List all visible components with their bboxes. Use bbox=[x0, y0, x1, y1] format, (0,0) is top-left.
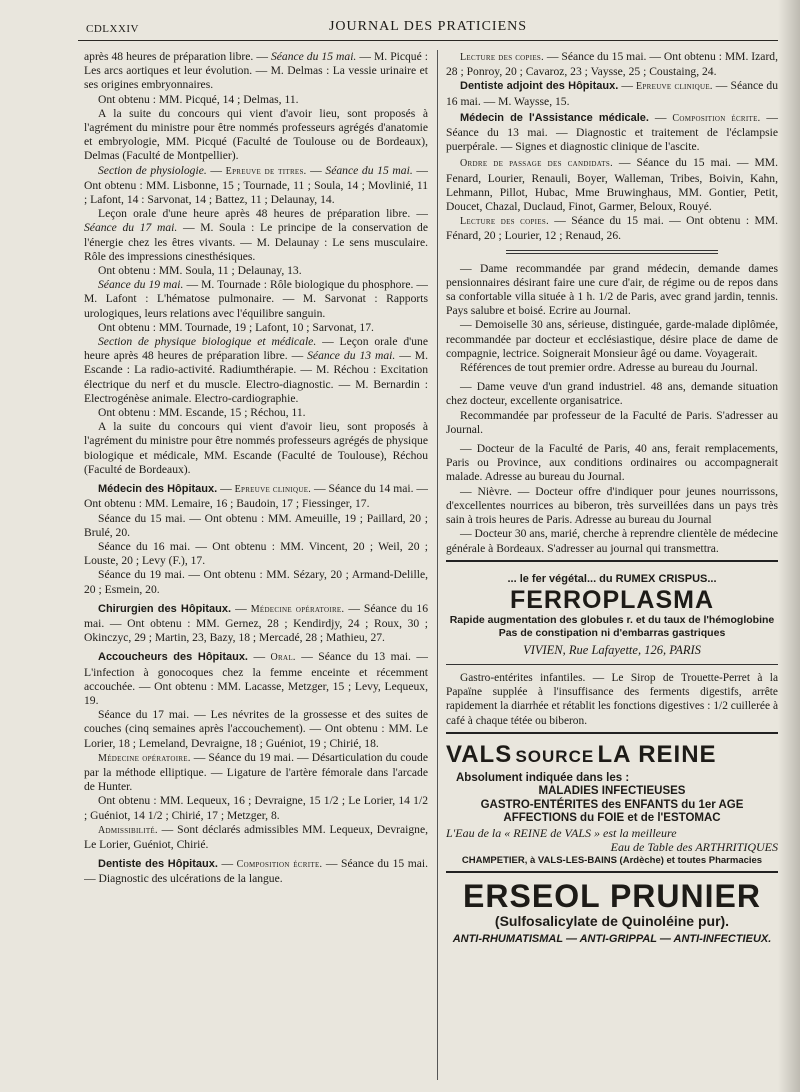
erseol-subtitle: (Sulfosalicylate de Quinoléine pur). bbox=[494, 912, 730, 929]
page-folio: CDLXXIV bbox=[86, 23, 139, 35]
section-divider bbox=[506, 250, 718, 254]
journal-title: JOURNAL DES PRATICIENS bbox=[328, 19, 528, 34]
section-assistance-medicale: Médecin de l'Assistance médicale. — Composition écrite. — Séance du 13 mai. — Diagnostic et traitement de l'éclampsie puerpérale. — Signes et diagnostic clinique de l'ascite. bbox=[446, 110, 778, 154]
left-paragraph: Ont obtenu : MM. Soula, 11 ; Delaunay, 13. bbox=[98, 264, 302, 278]
ferroplasma-tagline: ... le fer végétal... du RUMEX CRISPUS... bbox=[507, 572, 717, 585]
classified-ad: Références de tout premier ordre. Adresse au bureau du Journal. bbox=[460, 361, 758, 375]
erseol-tagline: ANTI-RHUMATISMAL — ANTI-GRIPPAL — ANTI-INFECTIEUX. bbox=[452, 932, 772, 945]
classified-ad: — Docteur de la Faculté de Paris, 40 ans, ferait remplacements, Paris ou Province, aux conditions ordinaires ou accompagnerait malade. Adresse au bureau du Journal. bbox=[446, 442, 778, 484]
gastro-ad: Gastro-entérites infantiles. — Le Sirop de Trouette-Perret à la Papaïne supplée à l'insuffisance des ferments digestifs, arrête rapidement la diarrhée et rétablit les fonctions digestives : 1/2 cuillerée à café à chaque tétée ou biberon. bbox=[446, 671, 778, 727]
section-dentiste-hopitaux: Dentiste des Hôpitaux. — Composition écrite. — Séance du 15 mai. — Diagnostic des ulcérations de la langue. bbox=[84, 857, 428, 886]
vals-address: CHAMPETIER, à VALS-LES-BAINS (Ardèche) et toutes Pharmacies bbox=[461, 854, 763, 866]
section-chirurgien-hopitaux: Chirurgien des Hôpitaux. — Médecine opératoire. — Séance du 16 mai. — Ont obtenu : MM. Gernez, 28 ; Kendirdjy, 24 ; Roux, 30 ; Okinczyc, 29 ; Martin, 23, Bazy, 18 ; Mercadé, 28 ; Mathieu, 27. bbox=[84, 601, 428, 645]
left-paragraph: A la suite du concours qui vient d'avoir lieu, sont proposés à l'agrément du ministre pour être nommés professeurs agrégés de physique biologique et médicale, MM. Escande (Faculté de Toulouse), Réchou (Faculté de Bordeaux). bbox=[84, 420, 428, 476]
left-paragraph: Séance du 16 mai. — Ont obtenu : MM. Vincent, 20 ; Weil, 20 ; Louste, 20 ; Levy (F.), 17. bbox=[84, 539, 428, 568]
left-paragraph: Médecine opératoire. — Séance du 19 mai. — Désarticulation du coude par la méthode elliptique. — Ligature de l'artère fémorale dans l'arcade de Hunter. bbox=[84, 750, 428, 794]
left-column bbox=[84, 50, 428, 1086]
left-paragraph: Ont obtenu : MM. Picqué, 14 ; Delmas, 11. bbox=[98, 92, 299, 106]
ferroplasma-address: VIVIEN, Rue Lafayette, 126, PARIS bbox=[523, 642, 701, 657]
left-paragraph: Ont obtenu : MM. Lequeux, 16 ; Devraigne, 15 1/2 ; Le Lorier, 14 1/2 ; Guéniot, 14 1/2 ; Chirié, 17 ; Metzger, 8. bbox=[84, 794, 428, 822]
section-accoucheurs-hopitaux: Accoucheurs des Hôpitaux. — Oral. — Séance du 13 mai. — L'infection à gonocoques chez la femme enceinte et récemment accouchée. — Ont obtenu : MM. Lacasse, Metzger, 15 ; Levy, Lequeux, 19. bbox=[84, 650, 428, 707]
section-physique: Section de physique biologique et médicale. — Leçon orale d'une heure après 48 heures de préparation libre. — Séance du 13 mai. — M. Escande : La radio-activité. Radiumthérapie. — M. Réchou : Excitation électrique du nerf et du muscle. Electro-diagnostic. — M. Bernardin : Electrogénèse animale. Electro-cardiographie. bbox=[84, 335, 428, 405]
column-divider bbox=[437, 50, 438, 1080]
vals-line: AFFECTIONS du FOIE et de l'ESTOMAC bbox=[503, 812, 721, 825]
page-header bbox=[78, 19, 778, 41]
classified-ad: — Dame veuve d'un grand industriel. 48 ans, demande situation chez docteur, excellente organisatrice. bbox=[446, 380, 778, 408]
ferroplasma-ad bbox=[446, 560, 778, 658]
vals-line: MALADIES INFECTIEUSES bbox=[538, 785, 686, 798]
classified-ad: — Demoiselle 30 ans, sérieuse, distinguée, garde-malade diplômée, recommandée par docteur et ecclésiastique, désire place de dame de compagnie, lectrice. Soignerait Monsieur âgé ou dame. Voyagerait. bbox=[446, 318, 778, 360]
vals-line: L'Eau de la « REINE de VALS » est la meilleure bbox=[446, 825, 677, 840]
classified-ad: Recommandée par professeur de la Faculté de Paris. S'adresser au Journal. bbox=[446, 408, 778, 436]
left-paragraph: Séance du 19 mai. — Ont obtenu : MM. Sézary, 20 ; Armand-Delille, 20 ; Esmein, 20. bbox=[84, 568, 428, 596]
left-paragraph: Admissibilité. — Sont déclarés admissibles MM. Lequeux, Devraigne, Le Lorier, Guéniot, Chirié. bbox=[84, 822, 428, 851]
ad-divider bbox=[446, 664, 778, 665]
erseol-ad bbox=[446, 871, 778, 946]
section-dentiste-adjoint: Dentiste adjoint des Hôpitaux. — Epreuve clinique. — Séance du 16 mai. — M. Waysse, 15. bbox=[446, 79, 778, 108]
classified-ad: — Dame recommandée par grand médecin, demande dames pensionnaires désirant faire une cure d'air, de régime ou de repos dans sa confortable villa située à 1 h. 1/2 de Paris, avec grand jardin, tennis. Pays salubre et boisé. Ecrire au Journal. bbox=[446, 261, 778, 318]
left-paragraph: Ont obtenu : MM. Tournade, 19 ; Lafont, 10 ; Sarvonat, 17. bbox=[98, 320, 374, 334]
left-paragraph: Leçon orale d'une heure après 48 heures de préparation libre. — Séance du 17 mai. — M. Soula : Le principe de la conservation de l'énergie chez les êtres vivants. — M. Delaunay : Le sens musculaire. Rôle des impressions cinesthésiques. bbox=[84, 207, 428, 263]
vals-ad bbox=[446, 732, 778, 867]
vals-line: Eau de Table des ARTHRITIQUES bbox=[610, 839, 778, 854]
right-paragraph: Ordre de passage des candidats. — Séance du 15 mai. — MM. Fenard, Lourier, Renauli, Boyer, Walleman, Tribes, Boivin, Kahn, Lehmann, Pillot, Hubac, Mme Bruwinghaus, MM. Gontier, Petit, Doucet, Chazal, Duclaud, Finot, Garmer, Beloux, Rouyé. bbox=[446, 156, 778, 214]
right-paragraph: Lecture des copies. — Séance du 15 mai. — Ont obtenu : MM. Fénard, 20 ; Lourier, 12 ; Renaud, 26. bbox=[446, 214, 778, 243]
left-paragraph: Séance du 15 mai. — Ont obtenu : MM. Ameuille, 19 ; Paillard, 20 ; Brulé, 20. bbox=[84, 511, 428, 539]
vals-line: GASTRO-ENTÉRITES des ENFANTS du 1er AGE bbox=[480, 798, 744, 811]
ferroplasma-brand: FERROPLASMA bbox=[509, 585, 715, 614]
classified-ad: — Docteur 30 ans, marié, cherche à reprendre clientèle de médecine générale à Bordeaux. S'adresser au journal qui transmettra. bbox=[446, 527, 778, 555]
left-paragraph: A la suite du concours qui vient d'avoir lieu, sont proposés à l'agrément du ministre pour être nommés professeurs agrégés d'anatomie et embryologie, MM. Picqué (Faculté de Toulouse ou de Bordeaux), Delmas (Faculté de Montpellier). bbox=[84, 106, 428, 163]
ferroplasma-claim: Rapide augmentation des globules r. et du taux de l'hémoglobine bbox=[449, 613, 775, 626]
right-paragraph: Lecture des copies. — Séance du 15 mai. — Ont obtenu : MM. Izard, 28 ; Ponroy, 20 ; Cavaroz, 23 ; Vaysse, 25 ; Coustaing, 24. bbox=[446, 50, 778, 79]
vals-heading: VALS SOURCE LA REINE bbox=[446, 740, 717, 768]
section-medecin-hopitaux: Médecin des Hôpitaux. — Epreuve clinique. — Séance du 14 mai. — Ont obtenu : MM. Lemaire, 16 ; Baudoin, 17 ; Fiessinger, 17. bbox=[84, 482, 428, 511]
left-paragraph: après 48 heures de préparation libre. — Séance du 15 mai. — M. Picqué : Les arcs aortiques et leur évolution. — M. Delmas : La vessie urinaire et ses origines embryonnaires. bbox=[84, 50, 428, 92]
left-paragraph: Séance du 17 mai. — Les névrites de la grossesse et des suites de couches (cinq semaines après l'accouchement). — Ont obtenu : MM. Le Lorier, 18 ; Lemeland, Devraigne, 18 ; Guéniot, 19 ; Chirié, 18. bbox=[84, 708, 428, 750]
scan-edge-shadow bbox=[778, 0, 800, 1092]
classified-ad: — Nièvre. — Docteur offre d'indiquer pour jeunes nourrissons, d'excellentes nourrices au biberon, très surveillées dans un pays très sain à trois heures de Paris. Adresse au bureau du Journal bbox=[446, 484, 778, 527]
section-physiologie: Section de physiologie. — Epreuve de titres. — Séance du 15 mai. — Ont obtenu : MM. Lisbonne, 15 ; Tournade, 11 ; Soula, 14 ; Movlinié, 11 ; Lafont, 14 : Sarvonat, 14 ; Battez, 11 ; Delaunay, 14. bbox=[84, 163, 428, 207]
vals-line: Absolument indiquée dans les : bbox=[456, 771, 630, 784]
right-column bbox=[446, 50, 778, 1086]
ferroplasma-claim: Pas de constipation ni d'embarras gastriques bbox=[498, 626, 726, 639]
left-paragraph: Ont obtenu : MM. Escande, 15 ; Réchou, 11. bbox=[98, 406, 306, 420]
left-paragraph: Séance du 19 mai. — M. Tournade : Rôle biologique du phosphore. — M. Lafont : L'hématose pulmonaire. — M. Sarvonat : Rapports urologiques, leurs relations avec l'équilibre sanguin. bbox=[84, 278, 428, 320]
erseol-brand: ERSEOL PRUNIER bbox=[463, 877, 761, 914]
